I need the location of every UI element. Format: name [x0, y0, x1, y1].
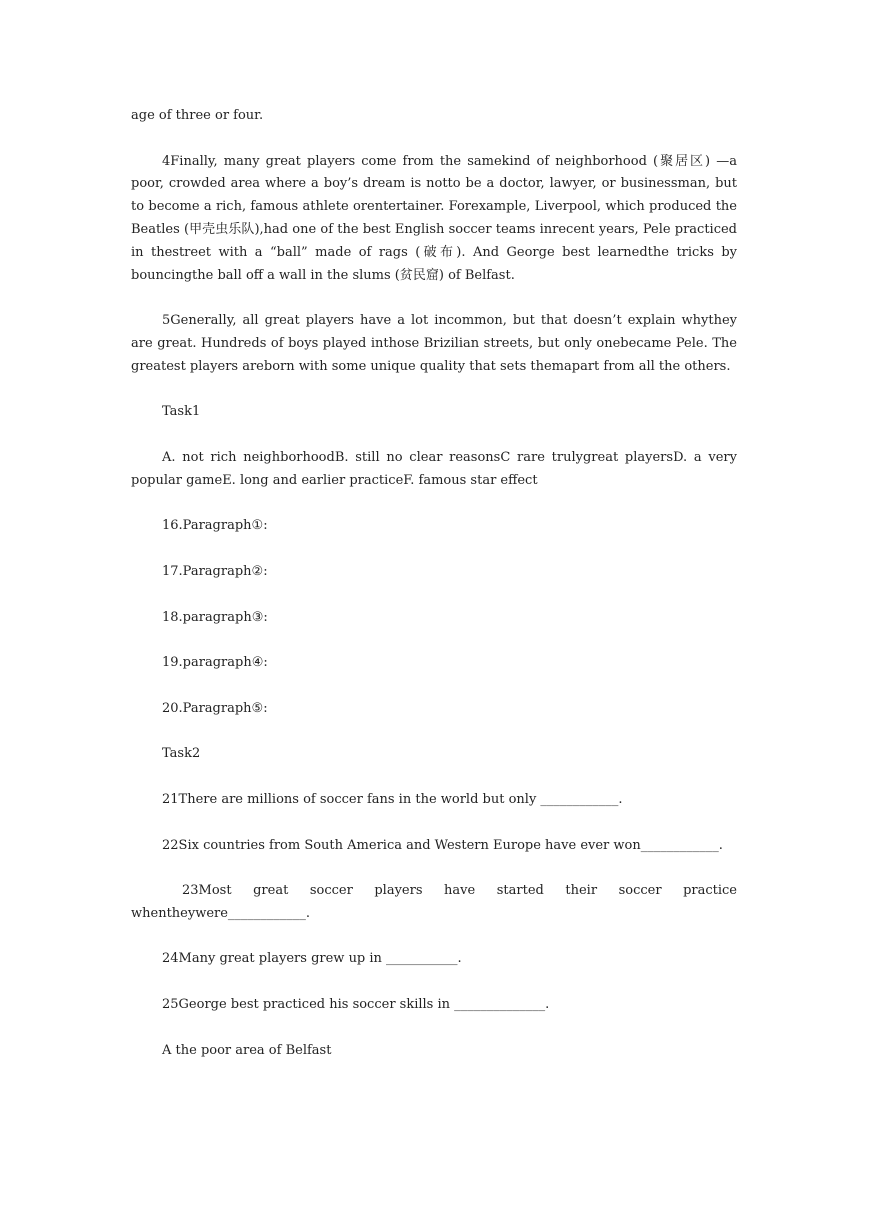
question-22: 22Six countries from South America and Western Europe have ever won____________. [162, 837, 723, 853]
paragraph-5: 5Generally, all great players have a lot incommon, but that doesn’t explain whythey are great. Hundreds of boys played inthose Brizilian streets, but only onebecame Pele. The greatest players areborn with some unique quality that sets themapart from all the others. [131, 313, 737, 374]
task2-heading: Task2 [162, 746, 201, 762]
question-23: 23Most great soccer players have started their soccer practice whentheywere____________. [131, 883, 737, 921]
answer-option-a: A the poor area of Belfast [162, 1042, 332, 1058]
paragraph-4: 4Finally, many great players come from the samekind of neighborhood (聚居区) —a poor, crowded area where a boy’s dream is notto be a doctor, lawyer, or businessman, but to become a rich, famous athlete orentertainer. Forexample, Liverpool, which produced the Beatles (甲壳虫乐队),had one of the best English soccer teams inrecent years, Pele practiced in thestreet with a “ball” made of rags (破布). And George best learnedthe tricks by bouncingthe ball off a wall in the slums (贫民窟) of Belfast. [131, 153, 737, 283]
task1-options: A. not rich neighborhoodB. still no clear reasonsC rare trulygreat playersD. a very popular gameE. long and earlier practiceF. famous star effect [131, 449, 737, 488]
question-19: 19.paragraph④: [162, 655, 268, 671]
question-21: 21There are millions of soccer fans in the world but only ____________. [162, 791, 623, 807]
question-24: 24Many great players grew up in ___________. [162, 951, 462, 967]
question-20: 20.Paragraph⑤: [162, 700, 268, 716]
document-page [131, 105, 737, 1085]
question-16: 16.Paragraph①: [162, 518, 268, 534]
task1-heading: Task1 [162, 404, 201, 420]
question-25: 25George best practiced his soccer skills in ______________. [162, 997, 550, 1013]
paragraph-3-ending: age of three or four. [131, 108, 264, 123]
question-18: 18.paragraph③: [162, 609, 268, 625]
question-17: 17.Paragraph②: [162, 563, 268, 579]
